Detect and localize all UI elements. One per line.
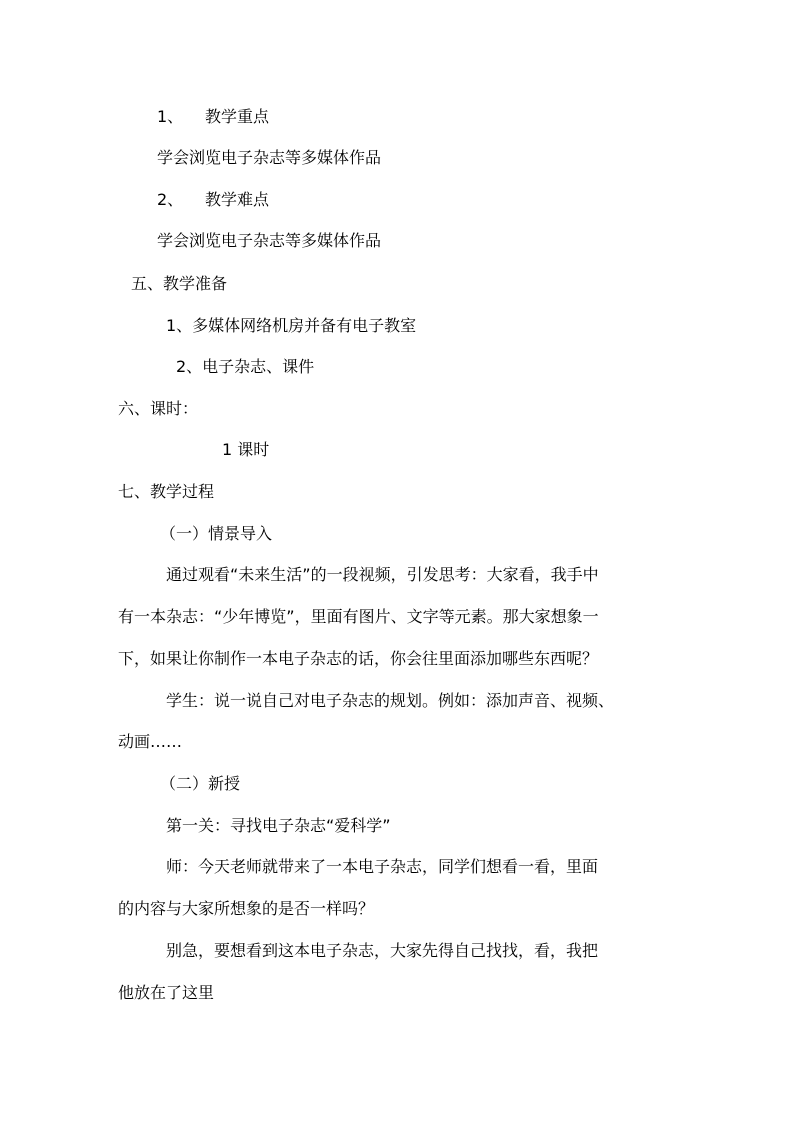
hint-paragraph-line-1: 别急，要想看到这本电子杂志，大家先得自己找找，看，我把 — [166, 941, 599, 960]
hint-paragraph-line-2: 他放在了这里 — [118, 983, 215, 1002]
difficulty-heading — [157, 190, 269, 210]
level-1-title: 第一关：寻找电子杂志“爱科学” — [166, 816, 391, 835]
key-point-number: 1、 — [157, 107, 184, 126]
hours-heading: 六、课时： — [118, 399, 199, 418]
intro-heading: （一）情景导入 — [160, 524, 273, 543]
difficulty-number: 2、 — [157, 190, 184, 209]
prep-item-2: 2、电子杂志、课件 — [176, 357, 315, 376]
key-point-heading — [157, 107, 269, 127]
new-lesson-heading: （二）新授 — [160, 774, 241, 793]
prep-heading: 五、教学准备 — [131, 274, 228, 293]
teacher-paragraph-line-2: 的内容与大家所想象的是否一样吗？ — [118, 899, 375, 918]
student-paragraph-line-2: 动画…… — [118, 732, 183, 751]
process-heading: 七、教学过程 — [118, 482, 215, 501]
difficulty-title: 教学难点 — [205, 190, 270, 209]
intro-paragraph-line-2: 有一本杂志：“少年博览”，里面有图片、文字等元素。那大家想象一 — [118, 607, 599, 626]
key-point-text: 学会浏览电子杂志等多媒体作品 — [157, 148, 382, 167]
student-paragraph-line-1: 学生：说一说自己对电子杂志的规划。例如：添加声音、视频、 — [166, 691, 615, 710]
intro-paragraph-line-3: 下，如果让你制作一本电子杂志的话，你会往里面添加哪些东西呢？ — [118, 649, 599, 668]
intro-paragraph-line-1: 通过观看“未来生活”的一段视频，引发思考：大家看，我手中 — [166, 565, 599, 584]
difficulty-text: 学会浏览电子杂志等多媒体作品 — [157, 231, 382, 250]
hours-value: 1 课时 — [222, 440, 270, 459]
teacher-paragraph-line-1: 师：今天老师就带来了一本电子杂志，同学们想看一看，里面 — [166, 857, 599, 876]
key-point-title: 教学重点 — [205, 107, 270, 126]
prep-item-1: 1、多媒体网络机房并备有电子教室 — [166, 316, 417, 335]
